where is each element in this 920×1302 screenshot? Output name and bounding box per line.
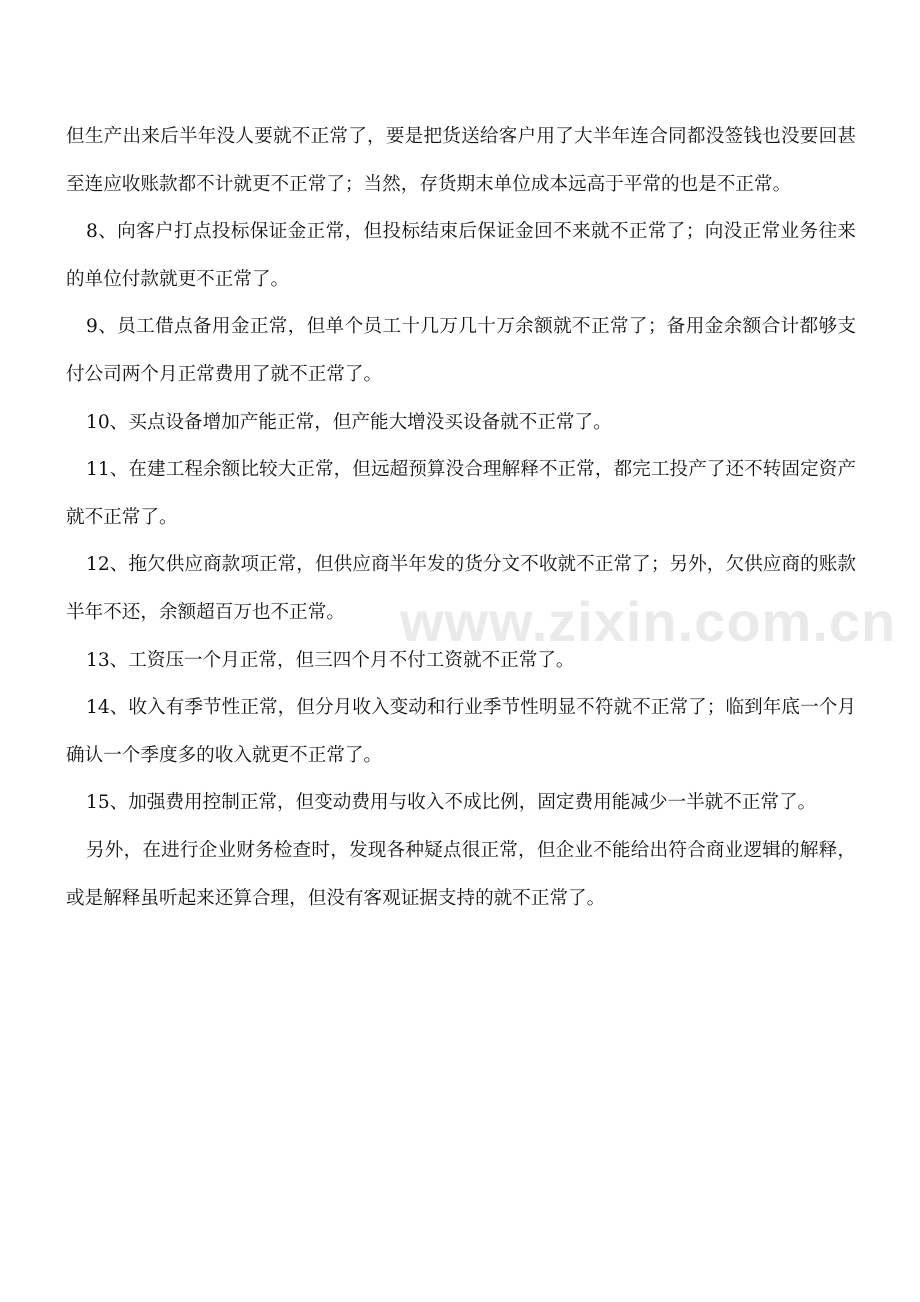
document-body bbox=[66, 113, 856, 922]
paragraph-item-10: 10、买点设备增加产能正常，但产能大增没买设备就不正常了。 bbox=[86, 411, 612, 433]
paragraph-item-12: 12、拖欠供应商款项正常，但供应商半年发的货分文不收就不正常了；另外，欠供应商的账款半年不还，余额超百万也不正常。 bbox=[66, 554, 856, 623]
paragraph-conclusion: 另外，在进行企业财务检查时，发现各种疑点很正常，但企业不能给出符合商业逻辑的解释，或是解释虽听起来还算合理，但没有客观证据支持的就不正常了。 bbox=[66, 839, 856, 909]
paragraph-item-9: 9、员工借点备用金正常，但单个员工十几万几十万余额就不正常了；备用金余额合计都够支付公司两个月正常费用了就不正常了。 bbox=[66, 316, 856, 385]
watermark: www.zixin.com.cn bbox=[400, 590, 897, 653]
paragraph-item-13: 13、工资压一个月正常，但三四个月不付工资就不正常了。 bbox=[86, 649, 575, 671]
paragraph-continued: 但生产出来后半年没人要就不正常了，要是把货送给客户用了大半年连合同都没签钱也没要回甚至连应收账款都不计就更不正常了；当然，存货期末单位成本远高于平常的也是不正常。 bbox=[66, 126, 856, 195]
paragraph-item-11: 11、在建工程余额比较大正常，但远超预算没合理解释不正常，都完工投产了还不转固定资产就不正常了。 bbox=[66, 459, 856, 528]
paragraph-item-15: 15、加强费用控制正常，但变动费用与收入不成比例，固定费用能减少一半就不正常了。 bbox=[86, 792, 817, 814]
paragraph-item-14: 14、收入有季节性正常，但分月收入变动和行业季节性明显不符就不正常了；临到年底一个月确认一个季度多的收入就更不正常了。 bbox=[66, 697, 856, 766]
paragraph-item-8: 8、向客户打点投标保证金正常，但投标结束后保证金回不来就不正常了；向没正常业务往来的单位付款就更不正常了。 bbox=[66, 221, 856, 290]
